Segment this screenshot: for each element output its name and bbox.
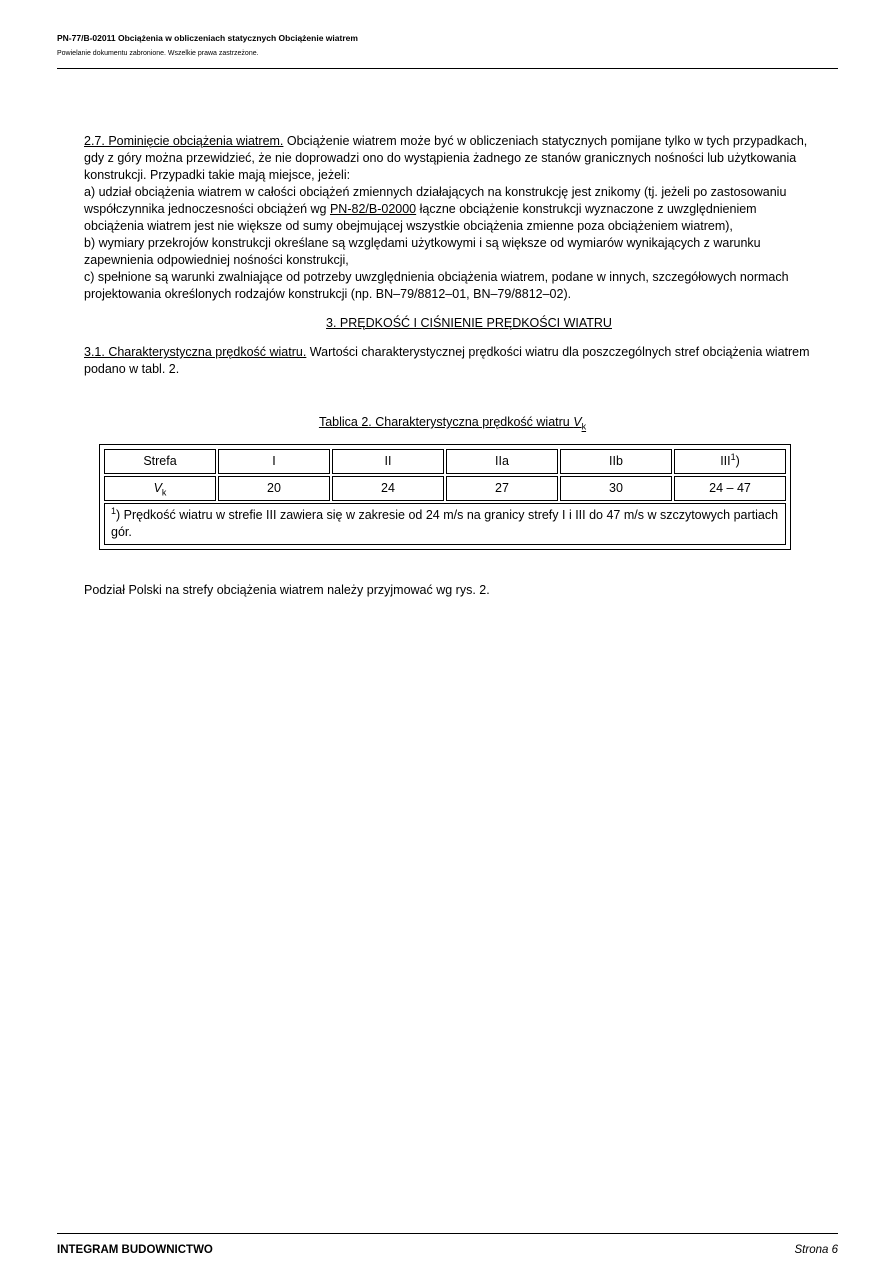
caption-symbol: V [573, 415, 582, 429]
value-cell-zone-3: 24 – 47 [674, 476, 786, 501]
section-3-1-heading: 3.1. Charakterystyczna prędkość wiatru. [84, 345, 307, 359]
page-number: Strona 6 [794, 1244, 838, 1256]
page-footer [57, 1233, 838, 1257]
section-2-7-heading: 2.7. Pominięcie obciążenia wiatrem. [84, 134, 284, 148]
value-cell-zone-1: 20 [218, 476, 330, 501]
item-c: c) spełnione są warunki zwalniające od potrzeby uwzględnienia obciążenia wiatrem, podane w innych, szczegółowych normach projektowania określonych rodzajów konstrukcji (np. BN–79/8812–01, BN–79/8812–02). [84, 270, 789, 301]
header-cell-zone-3 [674, 449, 786, 474]
closing-paragraph: Podział Polski na strefy obciążenia wiatrem należy przyjmować wg rys. 2. [84, 582, 490, 597]
item-a [84, 184, 814, 235]
zone-3-footnote-mark: 1 [730, 451, 736, 462]
section-3-heading [124, 315, 814, 332]
table-caption-text: Tablica 2. Charakterystyczna prędkość wiatru [318, 415, 574, 429]
item-a-text-1: a) udział obciążenia wiatrem w całości obciążeń zmiennych działających na konstrukcję jest znikomy (tj. jeżeli po zastosowaniu współczynnika jednoczesności obciążeń wg [84, 185, 787, 216]
section-3-1-text: Wartości charakterystycznej prędkości wiatru dla poszczególnych stref obciążenia wiatrem podano w tabl. 2. [84, 345, 810, 376]
section-3-heading-text: 3. PRĘDKOŚĆ I CIŚNIENIE PRĘDKOŚCI WIATRU [326, 316, 612, 330]
table-footnote [104, 503, 786, 545]
item-a-text-2: łączne obciążenie konstrukcji wyznaczone z uwzględnieniem obciążenia wiatrem jest nie większe od sumy obejmującej wszystkie obciążenia zmienne poza obciążeniem wiatrem), [84, 202, 757, 233]
header-cell-strefa: Strefa [104, 449, 216, 474]
item-b: b) wymiary przekrojów konstrukcji określane są względami użytkowymi i są większe od wymiarów wynikających z warunku zapewnienia odpowiedniej nośności konstrukcji, [84, 236, 761, 267]
section-2-7-intro: Obciążenie wiatrem może być w obliczeniach statycznych pomijane tylko w tych przypadkach, gdy z góry można przewidzieć, że nie doprowadzi ono do wystąpienia żadnego ze stanów granicznych nośności lub użytkowania konstrukcji. Przypadki takie mają miejsce, jeżeli: [84, 134, 808, 182]
section-2-7 [84, 133, 814, 184]
zone-3-suffix: ) [735, 453, 740, 468]
value-cell-zone-2b: 30 [560, 476, 672, 501]
header-cell-zone-2b: IIb [560, 449, 672, 474]
document-body [84, 133, 814, 599]
header-cell-zone-1: I [218, 449, 330, 474]
standard-link[interactable]: PN-82/B-02000 [329, 202, 417, 216]
footnote-text: ) Prędkość wiatru w strefie III zawiera się w zakresie od 24 m/s na granicy strefy I i III do 47 m/s w szczytowych partiach gór. [111, 507, 779, 539]
section-3-1 [84, 344, 814, 378]
page-header [57, 32, 838, 69]
footnote-mark: 1 [111, 505, 117, 516]
table-value-row [104, 476, 786, 501]
document-title: PN-77/B-02011 Obciążenia w obliczeniach statycznych Obciążenie wiatrem [57, 33, 358, 43]
table-footnote-row [104, 503, 786, 545]
value-cell-zone-2: 24 [332, 476, 444, 501]
row-label-subscript: k [161, 487, 167, 497]
footer-publisher: INTEGRAM BUDOWNICTWO [57, 1244, 213, 1256]
zone-3-label: III [720, 453, 731, 468]
value-cell-zone-2a: 27 [446, 476, 558, 501]
table-header-row [104, 449, 786, 474]
copyright-note: Powielanie dokumentu zabronione. Wszelkie prawa zastrzeżone. [57, 50, 259, 57]
caption-subscript: k [581, 421, 587, 432]
header-cell-zone-2a: IIa [446, 449, 558, 474]
wind-speed-table [102, 447, 788, 547]
table-caption [91, 414, 814, 436]
row-label-symbol: V [153, 480, 162, 495]
row-label-vk [104, 476, 216, 501]
header-cell-zone-2: II [332, 449, 444, 474]
wind-speed-table-frame [99, 444, 791, 550]
